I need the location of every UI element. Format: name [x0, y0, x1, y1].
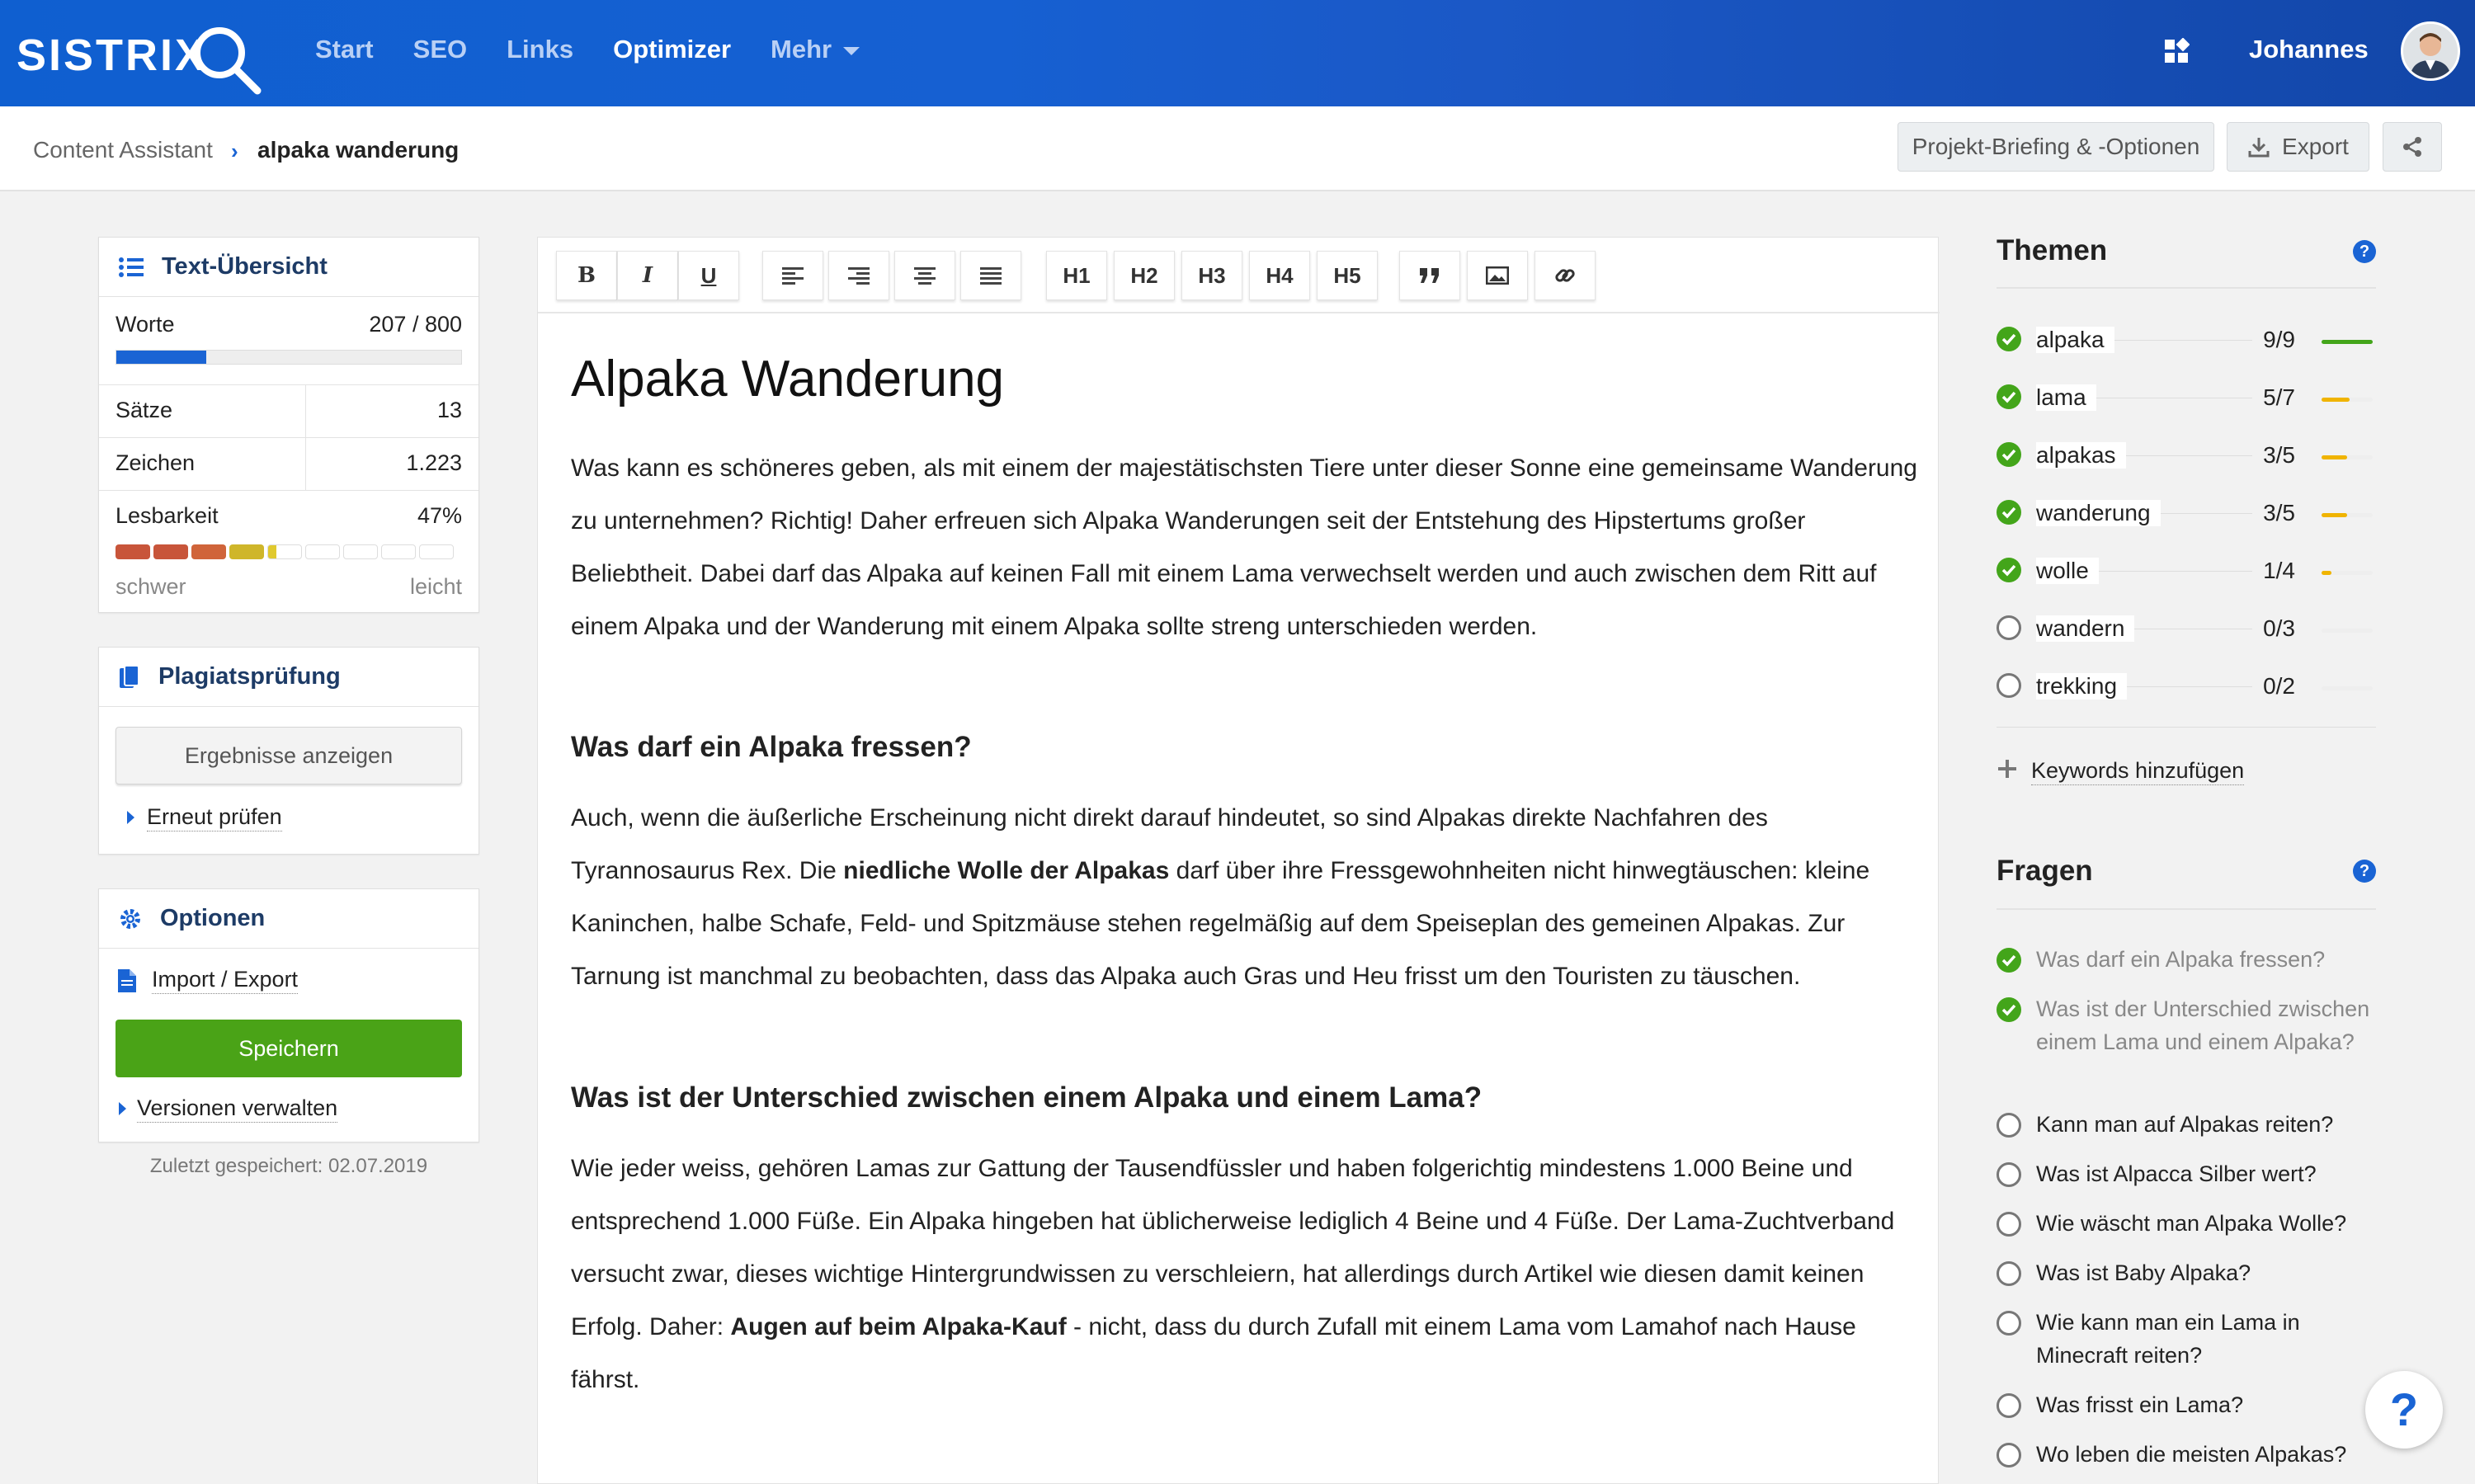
align-center-button[interactable] — [894, 251, 955, 300]
chars-label: Zeichen — [116, 450, 196, 475]
empty-circle-icon — [1996, 1311, 2021, 1336]
quote-icon — [1418, 266, 1441, 285]
nav-seo[interactable]: SEO — [412, 35, 468, 64]
image-button[interactable] — [1467, 251, 1528, 300]
readability-scale — [116, 544, 454, 559]
help-icon[interactable]: ? — [2353, 240, 2376, 263]
options-card — [98, 888, 479, 1142]
h2-button[interactable]: H2 — [1114, 251, 1175, 300]
plagiarism-card — [98, 647, 479, 855]
file-icon — [117, 968, 137, 993]
sentences-value: 13 — [436, 398, 462, 422]
align-justify-button[interactable] — [960, 251, 1021, 300]
topics-title: Themen — [1996, 234, 2108, 266]
user-name[interactable]: Johannes — [2249, 35, 2369, 64]
check-circle-icon — [1996, 948, 2021, 973]
keyword-progress-track — [2322, 455, 2373, 459]
question-text: Was darf ein Alpaka fressen? — [2036, 947, 2326, 972]
paragraph-food[interactable]: Auch, wenn die äußerliche Erscheinung nicht direkt darauf hindeutet, so sind Alpakas direkte Nachfahren des Tyrannosaurus Rex. Die niedliche Wolle der Alpakas darf über ihre Fressgewohnheiten nicht hinwegtäuschen: kleine Kaninchen, halbe Schafe, Feld- und Spitzmäuse stehen regelmäßig auf dem Speiseplan des gemeinen Alpakas. Zur Tarnung ist manchmal zu beobachten, dass das Alpaka auch Gras und Heu frisst um den Touristen zu täuschen. — [571, 804, 1870, 990]
align-right-button[interactable] — [828, 251, 889, 300]
document-title[interactable]: Alpaka Wanderung — [571, 351, 1005, 408]
questions-title: Fragen — [1996, 855, 2093, 887]
chevron-right-icon: › — [231, 139, 238, 163]
check-circle-icon — [1996, 997, 2021, 1022]
underline-button[interactable]: U — [678, 251, 739, 300]
breadcrumb-current: alpaka wanderung — [257, 137, 460, 163]
list-icon — [119, 257, 144, 278]
keyword-progress-fill — [2322, 513, 2347, 517]
text-overview-title: Text-Übersicht — [162, 253, 328, 280]
align-left-icon — [782, 266, 804, 285]
question-text: Was frisst ein Lama? — [2036, 1392, 2244, 1417]
words-progress-track — [116, 350, 462, 365]
keyword-progress-track — [2322, 629, 2373, 633]
keyword-progress-track — [2322, 571, 2373, 575]
keyword-label: wanderung — [2036, 500, 2161, 526]
keyword-label: lama — [2036, 384, 2096, 411]
keyword-label: wolle — [2036, 558, 2099, 584]
question-text: Was ist Alpacca Silber wert? — [2036, 1161, 2317, 1186]
h5-button[interactable]: H5 — [1317, 251, 1378, 300]
project-briefing-button[interactable] — [1898, 122, 2214, 172]
keyword-count: 0/2 — [2263, 673, 2295, 699]
keyword-progress-track — [2322, 686, 2373, 690]
keyword-progress-fill — [2322, 398, 2350, 402]
export-label: Export — [2282, 134, 2349, 159]
italic-button[interactable]: I — [617, 251, 678, 300]
nav-start[interactable]: Start — [315, 35, 374, 64]
plagiarism-title: Plagiatsprüfung — [158, 663, 341, 690]
options-title: Optionen — [160, 905, 266, 931]
words-value: 207 / 800 — [369, 312, 462, 337]
keyword-progress-fill — [2322, 340, 2373, 344]
check-circle-icon — [1996, 500, 2021, 525]
empty-circle-icon — [1996, 1261, 2021, 1286]
h3-button[interactable]: H3 — [1181, 251, 1242, 300]
apps-grid-icon[interactable] — [2163, 38, 2190, 64]
question-text: Wie kann man ein Lama in Minecraft reiten? — [2036, 1310, 2300, 1368]
scale-high-label: leicht — [409, 574, 462, 599]
keyword-row[interactable] — [1996, 609, 2376, 650]
user-photo-icon — [2403, 24, 2458, 78]
words-progress-fill — [116, 351, 206, 364]
keyword-row[interactable] — [1996, 320, 2376, 361]
breadcrumb-parent[interactable]: Content Assistant — [33, 137, 213, 163]
keyword-count: 9/9 — [2263, 327, 2295, 352]
save-button-label: Speichern — [238, 1035, 339, 1061]
scale-low-label: schwer — [116, 574, 186, 599]
heading-food[interactable]: Was darf ein Alpaka fressen? — [571, 731, 972, 763]
check-circle-icon — [1996, 384, 2021, 409]
save-button[interactable] — [116, 1020, 462, 1077]
sentences-label: Sätze — [116, 398, 173, 422]
empty-circle-icon — [1996, 673, 2021, 698]
nav-optimizer[interactable]: Optimizer — [613, 35, 732, 64]
share-button[interactable] — [2383, 122, 2442, 172]
keyword-count: 3/5 — [2263, 500, 2295, 525]
keyword-count: 0/3 — [2263, 615, 2295, 641]
keyword-label: alpakas — [2036, 442, 2126, 469]
results-button-label: Ergebnisse anzeigen — [184, 742, 394, 768]
main-nav — [315, 35, 860, 64]
quote-button[interactable] — [1399, 251, 1460, 300]
keyword-progress-track — [2322, 513, 2373, 517]
download-icon — [2247, 135, 2270, 158]
align-justify-icon — [980, 266, 1002, 285]
keyword-count: 3/5 — [2263, 442, 2295, 468]
image-icon — [1486, 266, 1509, 285]
empty-circle-icon — [1996, 1393, 2021, 1418]
caret-right-icon — [127, 811, 134, 824]
results-button[interactable] — [116, 727, 462, 784]
versions-link[interactable]: Versionen verwalten — [137, 1094, 337, 1123]
check-circle-icon — [1996, 442, 2021, 467]
nav-mehr[interactable] — [771, 35, 860, 64]
chars-value: 1.223 — [406, 450, 462, 475]
readability-value: 47% — [417, 503, 462, 528]
paragraph-intro[interactable]: Was kann es schöneres geben, als mit einem der majestätischsten Tiere unter dieser Sonne eine gemeinsame Wanderung zu unternehmen? Richtig! Daher erfreuen sich Alpaka Wanderungen seit der Entstehung des Hipstertums großer Beliebtheit. Dabei darf das Alpaka auf keinen Fall mit einem Lama verwechselt werden und auch zwischen dem Ritt auf einem Alpaka und der Wanderung mit einem Alpaka sollte streng unterschieden werden. — [571, 455, 1917, 640]
check-circle-icon — [1996, 558, 2021, 582]
keyword-progress-fill — [2322, 455, 2347, 459]
align-right-icon — [848, 266, 870, 285]
question-text: Was ist Baby Alpaka? — [2036, 1260, 2251, 1285]
editor-toolbar — [538, 238, 1940, 313]
keyword-count: 1/4 — [2263, 558, 2295, 583]
align-left-button[interactable] — [762, 251, 823, 300]
question-text: Wo leben die meisten Alpakas? — [2036, 1442, 2347, 1467]
paragraph-difference[interactable]: Wie jeder weiss, gehören Lamas zur Gattung der Tausendfüssler und haben folgerichtig mindestens 1.000 Beine und entsprechend 1.000 Füße. Ein Alpaka hingeben hat üblicherweise lediglich 4 Beine und 4 Füße. Der Lama-Zuchtverband versucht zwar, dieses wichtige Hintergrundwissen zu verschleiern, hat allerdings durch Artikel wie diesen damit keinen Erfolg. Daher: Augen auf beim Alpaka-Kauf - nicht, dass du durch Zufall mit einem Lama vom Lamahof nach Hause fährst. — [571, 1155, 1895, 1393]
keyword-label: alpaka — [2036, 327, 2114, 353]
recheck-link[interactable]: Erneut prüfen — [147, 803, 282, 832]
share-icon — [2401, 135, 2424, 158]
export-button[interactable] — [2227, 122, 2369, 172]
gear-icon — [119, 907, 142, 930]
keyword-row[interactable] — [1996, 436, 2376, 477]
project-briefing-label: Projekt-Briefing & -Optionen — [1912, 134, 2200, 159]
options-header — [99, 889, 478, 949]
question-text: Kann man auf Alpakas reiten? — [2036, 1112, 2334, 1137]
h4-button[interactable]: H4 — [1249, 251, 1310, 300]
help-fab-button[interactable]: ? — [2365, 1371, 2443, 1449]
link-icon — [1553, 264, 1577, 287]
empty-circle-icon — [1996, 615, 2021, 640]
question-text: Wie wäscht man Alpaka Wolle? — [2036, 1211, 2347, 1236]
keyword-progress-track — [2322, 398, 2373, 402]
copy-document-icon — [119, 665, 140, 690]
last-saved-text: Zuletzt gespeichert: 02.07.2019 — [149, 1155, 428, 1177]
empty-circle-icon — [1996, 1162, 2021, 1187]
empty-circle-icon — [1996, 1212, 2021, 1237]
caret-right-icon — [119, 1102, 126, 1115]
avatar[interactable] — [2401, 21, 2460, 81]
readability-label: Lesbarkeit — [116, 503, 219, 528]
keyword-row[interactable] — [1996, 551, 2376, 592]
import-export-link[interactable]: Import / Export — [152, 965, 298, 994]
bold-button[interactable]: B — [556, 251, 617, 300]
editor-panel — [537, 237, 1939, 1484]
chevron-down-icon — [843, 47, 860, 55]
check-circle-icon — [1996, 327, 2021, 351]
plagiarism-header — [99, 648, 478, 707]
plus-icon — [1996, 758, 2018, 780]
h1-button[interactable]: H1 — [1046, 251, 1107, 300]
help-icon[interactable]: ? — [2353, 860, 2376, 883]
words-label: Worte — [116, 312, 175, 337]
keyword-row[interactable] — [1996, 667, 2376, 708]
text-overview-header — [99, 238, 478, 297]
add-keywords-link[interactable]: Keywords hinzufügen — [2031, 756, 2244, 785]
keyword-row[interactable] — [1996, 493, 2376, 535]
heading-difference[interactable]: Was ist der Unterschied zwischen einem Alpaka und einem Lama? — [571, 1081, 1483, 1114]
empty-circle-icon — [1996, 1443, 2021, 1468]
keyword-row[interactable] — [1996, 378, 2376, 419]
nav-mehr-label: Mehr — [771, 35, 832, 64]
question-text: Was ist der Unterschied zwischen einem Lama und einem Alpaka? — [2036, 996, 2370, 1054]
keyword-progress-fill — [2322, 571, 2331, 575]
empty-circle-icon — [1996, 1113, 2021, 1138]
keyword-label: trekking — [2036, 673, 2127, 700]
text-overview-card — [98, 237, 479, 613]
link-button[interactable] — [1534, 251, 1596, 300]
keyword-label: wandern — [2036, 615, 2134, 642]
keyword-count: 5/7 — [2263, 384, 2295, 410]
nav-links[interactable]: Links — [507, 35, 574, 64]
align-center-icon — [914, 266, 936, 285]
sistrix-logo[interactable]: SISTRIX — [16, 31, 208, 80]
keyword-progress-track — [2322, 340, 2373, 344]
magnifier-logo-icon — [188, 21, 264, 97]
